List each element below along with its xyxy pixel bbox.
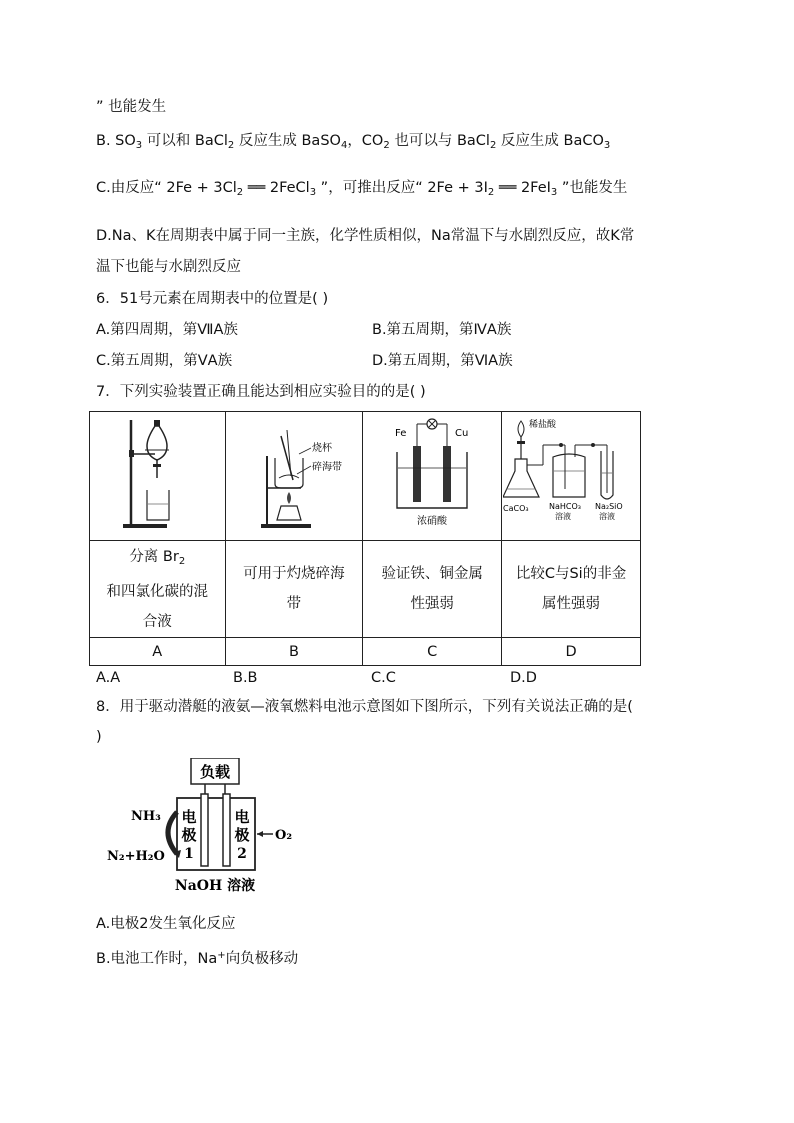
separatory-funnel-figure [117,416,197,532]
label-d: D [502,638,641,666]
label-b: B [225,638,363,666]
label-load: 负载 [199,763,231,781]
electrode-1-number: 1 [184,846,194,862]
q6-option-b: B.第五周期，第ⅣA族 [372,322,512,338]
purpose-d: 比较C与Si的非金 属性强弱 [502,541,641,638]
apparatus-c-cell [363,412,502,541]
label-kelp: 碎海带 [311,462,342,473]
label-naoh-solution: NaOH 溶液 [174,878,256,894]
label-n2-h2o: N₂+H₂O [107,849,165,864]
label-a: A [90,638,226,666]
label-beaker: 烧杯 [311,443,332,454]
label-caco3: CaCO₃ [503,504,529,513]
q6-stem: 6．51号元素在周期表中的位置是( ) [96,291,329,307]
electrode-2-char-2: 极 [234,826,250,844]
q7-stem: 7．下列实验装置正确且能达到相应实验目的的是( ) [96,384,426,400]
label-na2sio3: Na₂SiO [595,502,623,511]
q7-answer-a: A.A [96,670,121,686]
label-fe: Fe [395,428,407,439]
label-o2: O₂ [275,828,293,843]
q7-answer-b: B.B [233,670,258,686]
fe-cu-cell-figure [377,416,487,532]
option-b-line: B. $SO_3$ 可以和 BaCl$_2$ 反应生成 BaSO$_4$，$CO_2$ 也可以与 BaCl$_2$ 反应生成 BaCO$_3$ [96,133,611,151]
q7-apparatus-table [89,411,641,666]
q8-option-a: A.电极2发生氧化反应 [96,916,236,932]
purpose-b: 可用于灼烧碎海 带 [225,541,363,638]
option-d-line-1: D.Na、K在周期表中属于同一主族，化学性质相似，Na常温下与水剧烈反应，故K常 [96,228,635,244]
apparatus-a-cell [90,412,226,541]
apparatus-b-cell [225,412,363,541]
label-nahco3-solution: 溶液 [555,512,572,521]
label-nahco3: NaHCO₃ [549,502,582,511]
label-cu: Cu [455,428,469,439]
label-conc-nitric-acid: 浓硝酸 [417,516,448,527]
electrode-1-char-2: 极 [181,826,197,844]
q6-option-a: A.第四周期，第ⅦA族 [96,322,238,338]
q6-option-c: C.第五周期，第ⅤA族 [96,353,233,369]
q8-option-b: B.电池工作时，Na+向负极移动 [96,950,299,967]
purpose-a: 分离 $Br_2$ 和四氯化碳的混 合液 [90,541,226,638]
fuel-cell-diagram [105,758,305,900]
electrode-2-number: 2 [237,846,247,862]
apparatus-d-cell [502,412,641,541]
option-continuation: ” 也能发生 [96,99,167,115]
q6-option-d: D.第五周期，第ⅥA族 [372,353,513,369]
option-c-line: C.由反应“ $2Fe + 3Cl_2$ ══ 2FeCl$_3$ ”，可推出反应“ $2Fe + 3I_2$ ══ 2FeI$_3$ ”也能发生 [96,180,628,198]
electrode-1-char-1: 电 [181,808,197,826]
label-nh3: NH₃ [131,809,161,824]
purpose-c: 验证铁、铜金属 性强弱 [363,541,502,638]
acid-strength-figure [503,415,639,533]
crucible-burning-figure [239,416,349,532]
electrode-2-char-1: 电 [234,808,250,826]
option-d-line-2: 温下也能与水剧烈反应 [96,259,241,275]
q8-stem-line-2: ) [96,729,102,745]
q7-answer-d: D.D [510,670,537,686]
label-na2sio3-solution: 溶液 [599,512,616,521]
label-c: C [363,638,502,666]
q8-stem-line-1: 8．用于驱动潜艇的液氨—液氧燃料电池示意图如下图所示，下列有关说法正确的是( [96,699,633,715]
label-dilute-hcl: 稀盐酸 [529,420,557,430]
q7-answer-c: C.C [371,670,396,686]
